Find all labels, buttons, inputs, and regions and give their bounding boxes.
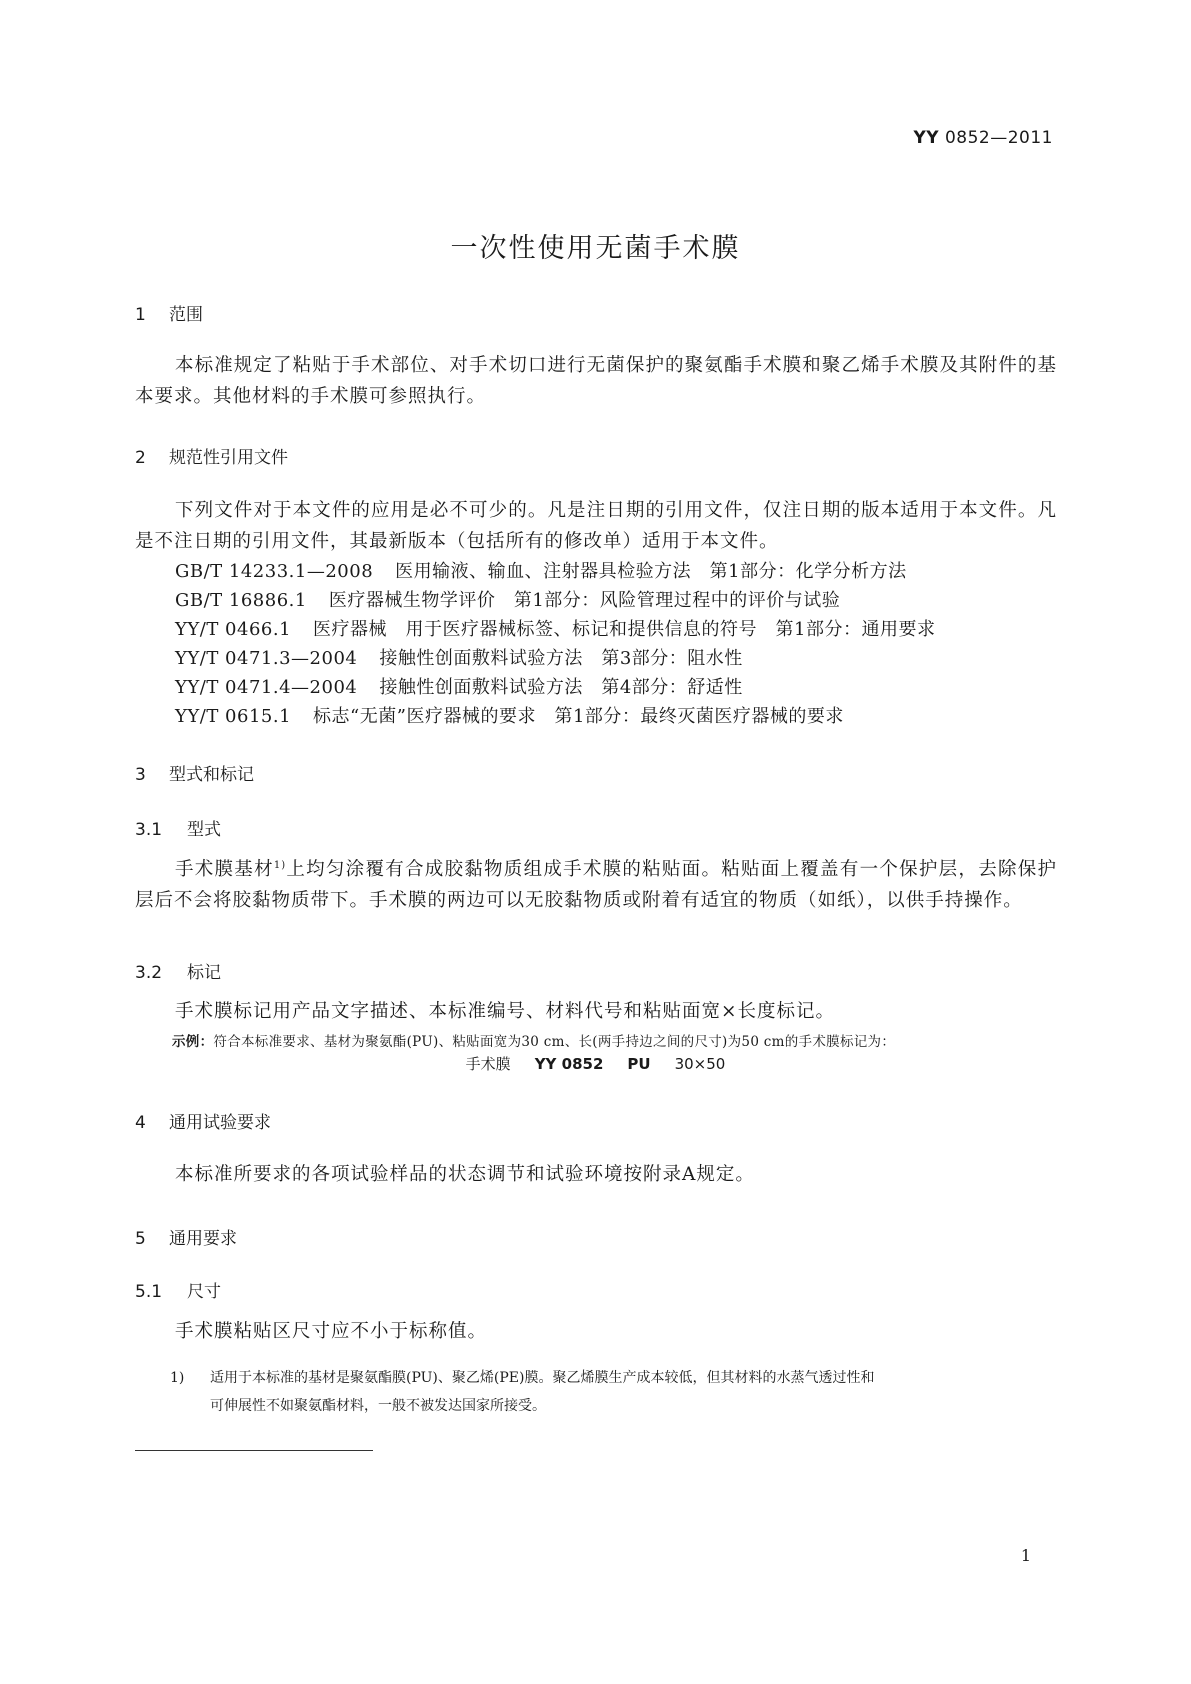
footnote-ref: 1)	[273, 860, 287, 871]
footnote-divider	[135, 1450, 373, 1451]
section-3-2-heading	[135, 958, 221, 983]
example-line	[172, 1030, 1052, 1050]
reference-title: 标志“无菌”医疗器械的要求 第1部分：最终灭菌医疗器械的要求	[313, 706, 844, 727]
section-number: 5	[135, 1229, 146, 1249]
section-title: 型式和标记	[169, 765, 254, 785]
section-title: 尺寸	[187, 1282, 221, 1302]
reference-code: YY/T 0471.4—2004	[175, 677, 358, 698]
section-4-heading	[135, 1108, 271, 1133]
example-text: 符合本标准要求、基材为聚氨酯(PU)、粘贴面宽为30 cm、长(两手持边之间的尺寸)为50 cm的手术膜标记为：	[213, 1034, 896, 1050]
document-code	[913, 128, 1053, 148]
page-number: 1	[1020, 1546, 1031, 1565]
footnote-number: 1)	[170, 1370, 185, 1386]
reference-code: YY/T 0471.3—2004	[175, 648, 358, 669]
mark-material: PU	[627, 1055, 651, 1073]
section-title: 通用要求	[169, 1229, 237, 1249]
reference-item	[175, 557, 907, 583]
mark-size: 30×50	[674, 1055, 726, 1073]
doc-code-number: 0852—2011	[944, 128, 1053, 148]
reference-title: 接触性创面敷料试验方法 第4部分：舒适性	[379, 677, 743, 698]
section-5-1-heading	[135, 1277, 221, 1302]
reference-item	[175, 615, 936, 641]
reference-title: 医用输液、输血、注射器具检验方法 第1部分：化学分析方法	[395, 561, 907, 582]
section-number: 3.1	[135, 820, 163, 840]
footnote	[170, 1364, 1057, 1420]
section-5-heading	[135, 1224, 237, 1249]
mark-standard: YY 0852	[534, 1055, 604, 1073]
section-number: 2	[135, 448, 146, 468]
reference-item	[175, 644, 743, 670]
section-5-1-body: 手术膜粘贴区尺寸应不小于标称值。	[175, 1321, 488, 1342]
reference-item	[175, 702, 844, 728]
reference-title: 医疗器械 用于医疗器械标签、标记和提供信息的符号 第1部分：通用要求	[313, 619, 936, 640]
product-mark-example	[0, 1053, 1191, 1074]
section-title: 型式	[187, 820, 221, 840]
section-title: 通用试验要求	[169, 1113, 271, 1133]
section-3-heading	[135, 760, 254, 785]
section-title: 标记	[187, 963, 221, 983]
section-2-body: 下列文件对于本文件的应用是必不可少的。凡是注日期的引用文件，仅注日期的版本适用于本文件。凡是不注日期的引用文件，其最新版本（包括所有的修改单）适用于本文件。	[135, 500, 1057, 552]
section-3-2-body: 手术膜标记用产品文字描述、本标准编号、材料代号和粘贴面宽×长度标记。	[175, 1001, 836, 1022]
reference-code: GB/T 16886.1	[175, 590, 307, 611]
section-4-body: 本标准所要求的各项试验样品的状态调节和试验环境按附录A规定。	[175, 1164, 755, 1185]
page-title: 一次性使用无菌手术膜	[450, 233, 741, 264]
section-title: 范围	[169, 305, 203, 325]
doc-code-prefix: YY	[913, 128, 940, 148]
section-title: 规范性引用文件	[169, 448, 288, 468]
example-label: 示例：	[172, 1034, 214, 1050]
body-text: 上均匀涂覆有合成胶黏物质组成手术膜的粘贴面。粘贴面上覆盖有一个保护层，去除保护层后不会将胶黏物质带下。手术膜的两边可以无胶黏物质或附着有适宜的物质（如纸），以供手持操作。	[135, 859, 1057, 912]
section-3-1-body	[135, 850, 1057, 916]
section-number: 3	[135, 765, 146, 785]
reference-item	[175, 586, 840, 612]
body-text: 手术膜基材	[175, 859, 274, 881]
reference-title: 接触性创面敷料试验方法 第3部分：阻水性	[379, 648, 743, 669]
section-1-heading	[135, 300, 203, 325]
mark-product: 手术膜	[465, 1055, 511, 1073]
reference-code: GB/T 14233.1—2008	[175, 561, 374, 582]
footnote-text-continued: 可伸展性不如聚氨酯材料，一般不被发达国家所接受。	[210, 1398, 546, 1414]
reference-title: 医疗器械生物学评价 第1部分：风险管理过程中的评价与试验	[328, 590, 841, 611]
reference-code: YY/T 0615.1	[175, 706, 292, 727]
section-3-1-heading	[135, 815, 221, 840]
section-number: 5.1	[135, 1282, 163, 1302]
section-1-body: 本标准规定了粘贴于手术部位、对手术切口进行无菌保护的聚氨酯手术膜和聚乙烯手术膜及其附件的基本要求。其他材料的手术膜可参照执行。	[135, 355, 1057, 407]
section-2-heading	[135, 443, 288, 468]
reference-code: YY/T 0466.1	[175, 619, 292, 640]
section-number: 1	[135, 305, 146, 325]
section-number: 4	[135, 1113, 146, 1133]
footnote-text: 适用于本标准的基材是聚氨酯膜(PU)、聚乙烯(PE)膜。聚乙烯膜生产成本较低，但其材料的水蒸气透过性和	[210, 1370, 875, 1386]
section-number: 3.2	[135, 963, 163, 983]
reference-item	[175, 673, 743, 699]
